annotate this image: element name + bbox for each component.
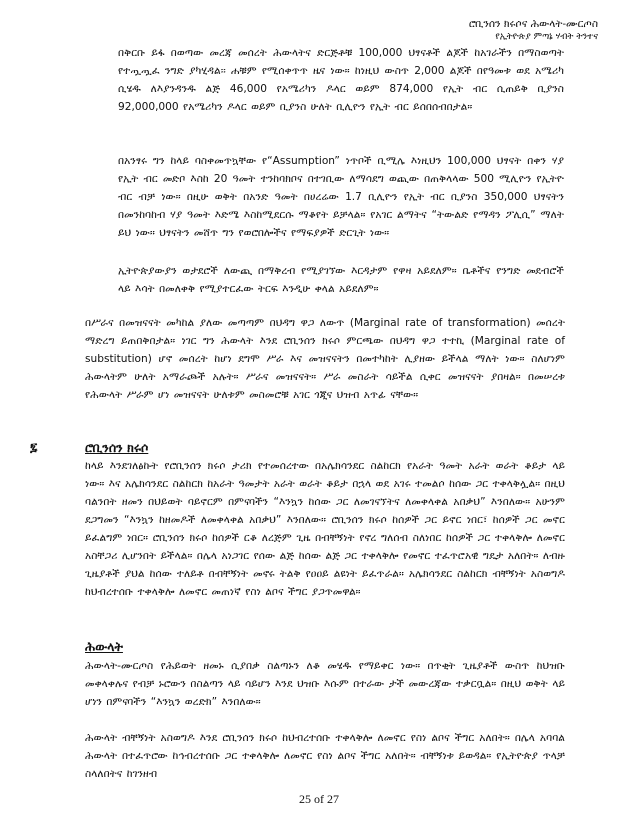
running-header <box>469 18 598 44</box>
header-subtitle: የኢትዮጵያ ምጣኔ ሃብት ትንተና <box>495 32 598 42</box>
paragraph-soldiers: ኢትዮጵያውያን ወታደሮች ለውጪ በማቅረብ የሚያገኘው እርዳታም የዋዛ አይደለም። ቤቶችና የንግድ መደብሮች ላይ እሳት በመለቀቅ የሚያተርፈው ትርፍ እንዲሁ ቀላል አይደለም። <box>118 265 564 295</box>
paragraph-hiwlat-isolation: ሕውላት ብቸኝነት አስወግዶ እንደ ሮቢንሰን ክሩሶ ከህብረተሰቡ ተቀላቅሎ ለመኖር የስነ ልቦና ችግር አለበት። በሌላ አባባል ሕውላት በተፈጥሮው ከኅብረተሰቡ ጋር ተቀላቅሎ ለመኖር የስነ ልቦና ችግር አለበት። ብቸኝነቱ ይወዳል። የኢትዮጵያ ጥላቻ ስላለበትና ከገንዘብ <box>85 732 565 780</box>
paragraph-marginal-rates: በሥራና በመዝናናት መካከል ያለው መጣጣም በህዳግ ዋጋ ለውጥ (Marginal rate of transformation) መሰረት ማድረግ ይጠበቅበታል። ነገር ግን ሕውላት እንደ ሮቢንሰን ክሩሶ ምርጫው በህዳግ ዋጋ ተተኪ (Marginal rate of substitution) ሆኖ መሰረት ከሆነ ደግሞ ሥራ እና መዝናናትን በመተካከት ሊያዘው ይችላል ማለት ነው። ስለሆነም ሕውላትም ሁለት አማራጮች አሉት። ሥራና መዝናናት። ሥራ መስራት ሳይችል ሲቀር መዝናናት ያበዛል። በመሠረቱ የሕውላት ሥራም ሆነ መዝናናት ሁለቱም መስመሮቹ አገር ጎጂና ህዝብ አጥፊ ናቸው። <box>85 317 565 401</box>
heading-robinson-crusoe: ሮቢንሰን ክሩሶ <box>85 440 149 455</box>
section-number: ፯ <box>30 440 38 454</box>
header-title: ሮቢንሰን ክሩሶና ሕውላት-ሙርጦስ <box>468 18 598 30</box>
paragraph-robinson-story: ከላይ እንደገለፅኩት የሮቢንሰን ክሩሶ ታሪክ የተመሰረተው በአሌክሳንደር ስልከርክ የአራት ዓመት አራት ወራት ቆይታ ላይ ነው። እና አሌክሳንደር ስልከርክ ከአራት ዓመታት አራት ወራት ቆይታ በኋላ ወደ አገሩ ተመልሶ ከሰው ጋር ተቀላቅሏል። በዚህ ባልንበት ዘመን በህይወት ባይኖርም በምናባችን “እንኳን ከሰው ጋር ለመገናኘትና ለመቀላቀል አበቃህ” እንበለው። አሁንም ደጋግመን “እንኳን ከዘመዶች ለመቀላቀል አበቃህ” እንበለው። ሮቢንሰን ክሩሶ ከሰዎች ጋር ይኖር ነበር፣ ከሰዎች ጋር መኖር ይፈልግም ነበር። ሮቢንሰን ክሩሶ ከሰዎች ርቆ ለረጅም ጊዜ በብቸኝነት የኖረ ግለሰብ ስለነበር ከሰዎች ጋር ተቀላቅሎ ለመኖር አስቸጋሪ ሊሆንበት ይችላል። በሌላ አነጋገር የሰው ልጅ ከሰው ልጅ ጋር ተቀላቅሎ የመኖር ተፈጥሮአዊ ግዴታ አለበት። ለብዙ ጊዜያቶች ያህል ከሰው ተለይቶ በብቸኝነት መኖሩ ትልቅ የዐዐይ ልዩነት ይፈጥራል። አሌክሳንደር ስልከርክ ብቸኝነት አስወግዶ ከህብረተሰቡ ተቀላቅሎ ለመኖር መጠነኛ የስነ ልቦና ችግር ያጋጥመዋል። <box>85 460 565 598</box>
paragraph-assumption-cost: በአንፃሩ ግን ከላይ ባስቀመጥኳቸው የ“Assumption” ነጥቦች ቢሚሌ እነዚህን 100,000 ህፃናት በቀን ሃያ የኢት ብር መድቦ እስከ 20 ዓመት ተንከባክቦና በተገቢው ለማሳደግ ወጪው በጠቅላላው 500 ሚሊዮን የኢትዮ ብር ብቻ ነው። በዚሁ ወቅት በአንድ ዓመት በሀረሬው 1.7 ቢሊዮን የኢት ብር ቢያንስ 350,000 ህፃናትን በመንከባከብ ሃያ ዓመት እድሜ እስከሚደርሱ ማቆየት ይቻላል። የአገር ልማትና “ትውልድ የማዳን ፖሊሲ” ማለት ይህ ነው። ህፃናትን መሸጥ ግን የወሮበሎችና የማፍያዎች ድርጊት ነው። <box>118 155 564 239</box>
paragraph-hiwlat-fate: ሕውላት-ሙርጦስ የሕይወት ዘመኑ ሲያበቃ ስልጣኑን ለቆ መሄዱ የማይቀር ነው። በጥቂት ጊዜያቶች ውስጥ ከህዝቡ መቀላቀሉና የብቻ ኑሮውን በስልጣን ላይ ሳይሆን እንደ ህዝቡ እሱም በተራው ታች መውረጃው ተቃርቧል። በዚህ ወቅት ላይ ሆነን በምናባችን “እንኳን ወረድክ” እንበለው። <box>85 660 565 708</box>
page-number: 25 of 27 <box>299 792 339 806</box>
heading-hiwlat: ሕውላት <box>85 639 123 654</box>
paragraph-adoption-trade: በቅርቡ ይፋ በወጣው መረጃ መሰረት ሕውላትና ድርጅቶቹ 100,000 ህፃናቶች ልጆች ከአገራችን በማስወጣት የተጧጧፈ ንግድ ያካሂዳል፡፡ ሐቹም የሚሰቀጥጥ ዜና ነው። ከነዚህ ውስጥ 2,000 ልጆች በየዓመቱ ወደ አሜሪካ ሲሄዱ ለእያንዳንዱ ልጅ 46,000 የአሜሪካን ዶላር ወይም 874,000 የኢት ብር ሲጠይቅ ቢያንስ 92,000,000 የአሜሪካን ዶላር ወይም ቢያንስ ሁለት ቢሊዮን የኢት ብር ይሰበሰብበታል። <box>118 47 564 113</box>
